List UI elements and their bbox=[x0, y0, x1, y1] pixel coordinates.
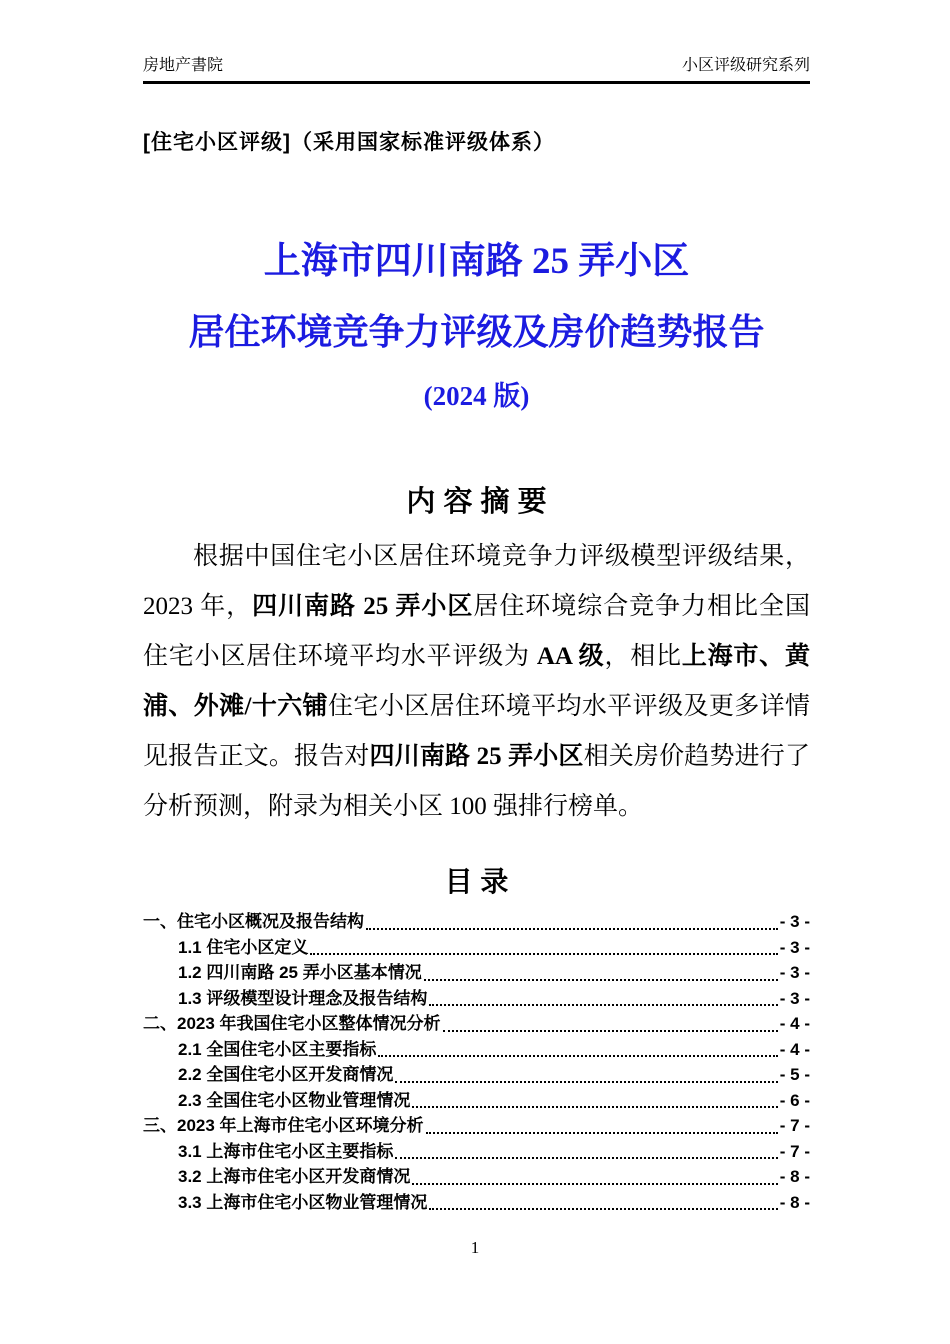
page-header bbox=[143, 56, 810, 84]
toc-entry bbox=[143, 1190, 810, 1216]
toc-entry bbox=[143, 1164, 810, 1190]
toc-entry-label: 3.3 上海市住宅小区物业管理情况 bbox=[178, 1192, 428, 1212]
toc-entry-label: 1.3 评级模型设计理念及报告结构 bbox=[178, 988, 428, 1008]
toc-heading: 目 录 bbox=[444, 866, 509, 898]
toc-leader-dots bbox=[412, 1106, 777, 1108]
header-left-text: 房地产書院 bbox=[143, 57, 224, 74]
toc-page-number: - 7 - bbox=[779, 1116, 810, 1136]
toc-entry bbox=[143, 986, 810, 1012]
toc-entry-label: 1.2 四川南路 25 弄小区基本情况 bbox=[178, 963, 422, 983]
header-right-text: 小区评级研究系列 bbox=[681, 57, 810, 74]
summary-paragraph: 根据中国住宅小区居住环境竞争力评级模型评级结果，2023 年，四川南路 25 弄小区居住环境综合竞争力相比全国住宅小区居住环境平均水平评级为 AA 级，相比上海市、黄浦、外滩/十六铺住宅小区居住环境平均水平评级及更多详情见报告正文。报告对四川南路 25 弄小区相关房价趋势进行了分析预测，附录为相关小区 100 强排行榜单。 bbox=[143, 543, 810, 821]
toc-page-number: - 3 - bbox=[779, 937, 810, 957]
toc-entry-label: 1.1 住宅小区定义 bbox=[178, 937, 309, 957]
toc-leader-dots bbox=[426, 1132, 778, 1134]
toc-list bbox=[143, 909, 810, 1215]
toc-entry bbox=[143, 1139, 810, 1165]
toc-entry bbox=[143, 935, 810, 961]
toc-leader-dots bbox=[378, 1055, 777, 1057]
toc-entry bbox=[143, 909, 810, 935]
toc-page-number: - 7 - bbox=[779, 1141, 810, 1161]
toc-page-number: - 3 - bbox=[779, 963, 810, 983]
toc-entry bbox=[143, 960, 810, 986]
toc-page-number: - 5 - bbox=[779, 1065, 810, 1085]
toc-page-number: - 6 - bbox=[779, 1090, 810, 1110]
toc-entry bbox=[143, 1037, 810, 1063]
toc-page-number: - 3 - bbox=[779, 912, 810, 932]
toc-page-number: - 3 - bbox=[779, 988, 810, 1008]
toc-entry-label: 一、住宅小区概况及报告结构 bbox=[143, 912, 364, 932]
toc-entry-label: 2.2 全国住宅小区开发商情况 bbox=[178, 1065, 394, 1085]
toc-page-number: - 4 - bbox=[779, 1039, 810, 1059]
page-number: 1 bbox=[470, 1238, 480, 1257]
toc-leader-dots bbox=[395, 1081, 777, 1083]
toc-leader-dots bbox=[412, 1183, 777, 1185]
toc-leader-dots bbox=[429, 1004, 777, 1006]
toc-entry-label: 3.1 上海市住宅小区主要指标 bbox=[178, 1141, 394, 1161]
toc-leader-dots bbox=[443, 1030, 778, 1032]
report-title-line1: 上海市四川南路 25 弄小区 bbox=[263, 240, 690, 282]
toc-leader-dots bbox=[310, 953, 777, 955]
toc-page-number: - 8 - bbox=[779, 1192, 810, 1212]
report-edition: (2024 版) bbox=[423, 381, 530, 412]
toc-entry-label: 2.1 全国住宅小区主要指标 bbox=[178, 1039, 377, 1059]
summary-heading: 内 容 摘 要 bbox=[406, 485, 547, 518]
toc-entry bbox=[143, 1088, 810, 1114]
toc-entry bbox=[143, 1062, 810, 1088]
doc-tag: [住宅小区评级]（采用国家标准评级体系） bbox=[143, 130, 555, 154]
report-title-line2: 居住环境竞争力评级及房价趋势报告 bbox=[188, 312, 765, 353]
toc-entry-label: 3.2 上海市住宅小区开发商情况 bbox=[178, 1167, 411, 1187]
toc-leader-dots bbox=[429, 1208, 777, 1210]
toc-leader-dots bbox=[395, 1157, 777, 1159]
toc-page-number: - 4 - bbox=[779, 1014, 810, 1034]
toc-leader-dots bbox=[424, 979, 778, 981]
toc-entry bbox=[143, 1011, 810, 1037]
toc-entry-label: 三、2023 年上海市住宅小区环境分析 bbox=[143, 1116, 424, 1136]
report-title-block bbox=[143, 242, 810, 412]
toc-entry-label: 二、2023 年我国住宅小区整体情况分析 bbox=[143, 1014, 441, 1034]
toc-entry bbox=[143, 1113, 810, 1139]
toc-page-number: - 8 - bbox=[779, 1167, 810, 1187]
toc-entry-label: 2.3 全国住宅小区物业管理情况 bbox=[178, 1090, 411, 1110]
toc-leader-dots bbox=[366, 928, 778, 930]
